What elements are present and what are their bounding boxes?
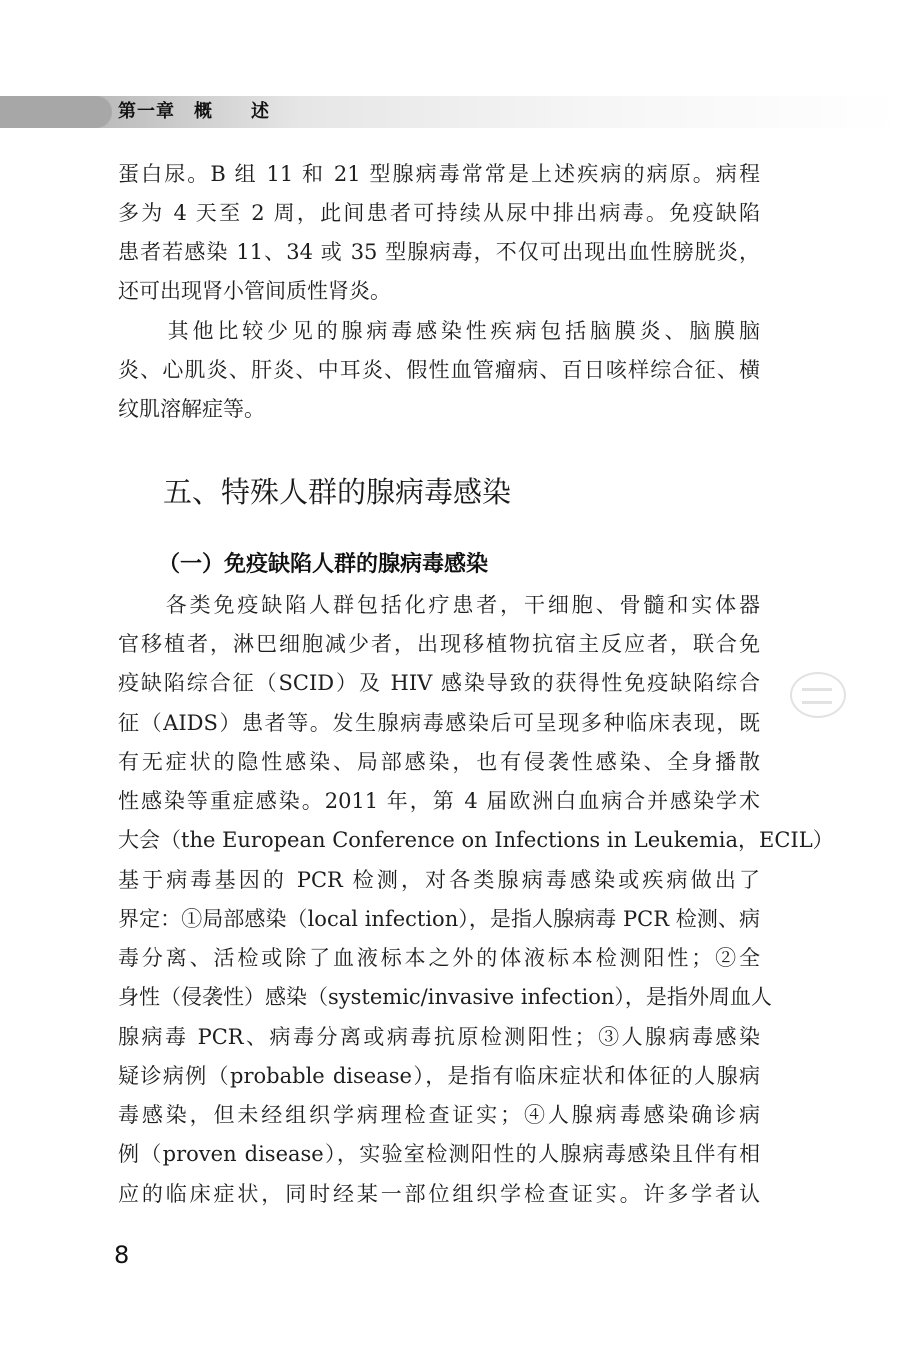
text-line: 例（proven disease），实验室检测阳性的人腺病毒感染且伴有相 [118,1142,760,1166]
text-line: 界定：①局部感染（local infection），是指人腺病毒 PCR 检测、病 [118,907,760,931]
subsection-heading: （一）免疫缺陷人群的腺病毒感染 [158,552,489,577]
text-line: 炎、心肌炎、肝炎、中耳炎、假性血管瘤病、百日咳样综合征、横 [118,358,760,382]
text-line: 官移植者，淋巴细胞减少者，出现移植物抗宿主反应者，联合免 [118,632,760,656]
text-line: 各类免疫缺陷人群包括化疗患者，干细胞、骨髓和实体器 [118,593,760,617]
text-line: 性感染等重症感染。2011 年，第 4 届欧洲白血病合并感染学术 [118,789,760,813]
page-number: 8 [114,1241,130,1269]
text-line: 疫缺陷综合征（SCID）及 HIV 感染导致的获得性免疫缺陷综合 [118,671,760,695]
text-line: 应的临床症状，同时经某一部位组织学检查证实。许多学者认 [118,1182,760,1206]
text-line: 腺病毒 PCR、病毒分离或病毒抗原检测阳性；③人腺病毒感染 [118,1025,760,1049]
text-line: 其他比较少见的腺病毒感染性疾病包括脑膜炎、脑膜脑 [118,319,760,343]
text-line: 多为 4 天至 2 周，此间患者可持续从尿中排出病毒。免疫缺陷 [118,201,760,225]
text-line: 基于病毒基因的 PCR 检测，对各类腺病毒感染或疾病做出了 [118,868,760,892]
text-line: 还可出现肾小管间质性肾炎。 [118,279,391,303]
section-heading: 五、特殊人群的腺病毒感染 [163,475,512,509]
text-line: 征（AIDS）患者等。发生腺病毒感染后可呈现多种临床表现，既 [118,711,760,735]
chapter-title: 第一章 概 述 [118,101,270,122]
text-line: 疑诊病例（probable disease），是指有临床症状和体征的人腺病 [118,1064,760,1088]
text-line: 身性（侵袭性）感染（systemic/invasive infection），是指外周血人 [118,985,772,1009]
text-line: 有无症状的隐性感染、局部感染，也有侵袭性感染、全身播散 [118,750,760,774]
text-line: 患者若感染 11、34 或 35 型腺病毒，不仅可出现出血性膀胱炎， [118,240,760,264]
publisher-watermark-icon [790,672,846,718]
text-line: 大会（the European Conference on Infections in Leukemia，ECIL） [118,828,834,852]
text-line: 蛋白尿。B 组 11 和 21 型腺病毒常常是上述疾病的病原。病程 [118,162,760,186]
text-line: 毒感染，但未经组织学病理检查证实；④人腺病毒感染确诊病 [118,1103,760,1127]
chapter-header-tab [0,96,112,128]
text-line: 毒分离、活检或除了血液标本之外的体液标本检测阳性；②全 [118,946,760,970]
text-line: 纹肌溶解症等。 [118,397,265,421]
